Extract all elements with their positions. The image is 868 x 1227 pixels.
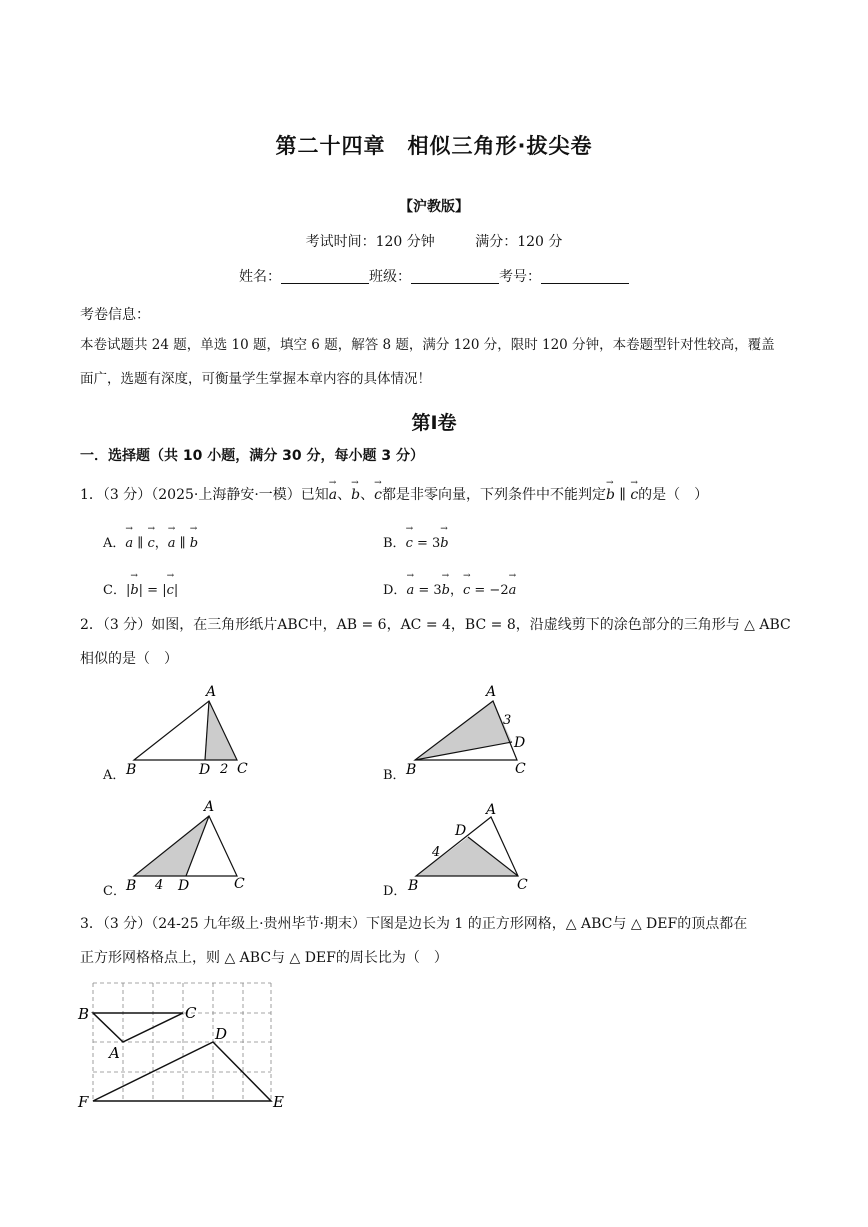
q2-option-b-label[interactable]: B． — [383, 768, 406, 783]
q1-stem-c: 的是（ ） — [638, 487, 709, 503]
full-score: 满分：120 分 — [475, 234, 563, 250]
label-c: C — [517, 877, 528, 893]
label-d: D — [455, 823, 467, 839]
q2-option-c-label[interactable]: C． — [103, 884, 126, 899]
q1-option-c[interactable]: C．|→ b| = |→ c| — [103, 579, 178, 598]
name-label: 姓名： — [239, 269, 281, 285]
section-heading: 一．选择题（共 10 小题，满分 30 分，每小题 3 分） — [80, 448, 424, 464]
label-a: A — [204, 799, 215, 815]
q2-option-a-label[interactable]: A． — [103, 768, 126, 783]
label-d: D — [215, 1025, 228, 1043]
vector-c: → c — [374, 478, 382, 512]
question-3-line-1: 3．（3 分）（24-25 九年级上·贵州毕节·期末）下图是边长为 1 的正方形网格，△ ABC与 △ DEF的顶点都在 — [80, 916, 748, 932]
label-b: B — [126, 762, 137, 778]
label-b: B — [406, 762, 417, 778]
label-b: B — [408, 878, 419, 894]
label-c: C — [185, 1004, 197, 1022]
vector-b: → b — [606, 478, 615, 512]
label-f: F — [78, 1093, 89, 1111]
q1-option-a[interactable]: A．→ a ∥ → c，→ a ∥ → b — [103, 532, 198, 551]
id-label: 考号： — [499, 269, 541, 285]
q2-figure-a — [120, 680, 270, 780]
square-grid — [93, 983, 271, 1101]
vector-b: → b — [351, 478, 360, 512]
q1-stem-b: 都是非零向量，下列条件中不能判定 — [381, 487, 606, 503]
label-4: 4 — [155, 878, 164, 893]
label-2: 2 — [220, 762, 229, 777]
triangle-abc — [93, 1013, 183, 1042]
label-d: D — [178, 878, 190, 894]
label-3: 3 — [503, 713, 512, 728]
q2-option-d-label[interactable]: D． — [383, 884, 407, 899]
volume-heading: 第Ⅰ卷 — [411, 412, 457, 434]
name-blank[interactable] — [281, 268, 369, 284]
info-label: 考卷信息： — [80, 307, 150, 323]
q1-option-d[interactable]: D．→ a = 3→ b，→ c = −2→ a — [383, 579, 516, 598]
info-line-2: 面广，选题有深度，可衡量学生掌握本章内容的具体情况！ — [80, 371, 431, 387]
q2-figure-d — [400, 796, 550, 896]
q1-stem-a: 1．（3 分）（2025·上海静安·一模）已知 — [80, 487, 329, 503]
label-c: C — [237, 761, 248, 777]
student-info-line — [0, 266, 868, 286]
label-d: D — [199, 762, 211, 778]
exam-info-line — [0, 231, 868, 251]
class-label: 班级： — [369, 269, 411, 285]
question-1-stem: 1．（3 分）（2025·上海静安·一模）已知→ a、→ b、→ c都是非零向量，下列条件中不能判定→ b ∥ → c的是（ ） — [80, 478, 708, 512]
id-blank[interactable] — [541, 268, 629, 284]
question-2-line-1: 2．（3 分）如图，在三角形纸片ABC中，AB = 6，AC = 4，BC = 8，沿虚线剪下的涂色部分的三角形与 △ ABC — [80, 617, 791, 633]
q2-figure-b — [400, 680, 550, 780]
label-a: A — [486, 802, 497, 818]
label-c: C — [515, 761, 526, 777]
label-a: A — [206, 684, 217, 700]
label-e: E — [273, 1093, 284, 1111]
question-2-line-2: 相似的是（ ） — [80, 651, 178, 667]
label-d: D — [514, 735, 526, 751]
vector-c: → c — [630, 478, 638, 512]
class-blank[interactable] — [411, 268, 499, 284]
label-a: A — [109, 1044, 120, 1062]
label-b: B — [78, 1005, 90, 1023]
q2-figure-c — [120, 796, 270, 896]
page-title: 第二十四章 相似三角形·拔尖卷 — [275, 134, 593, 158]
edition-label: 【沪教版】 — [399, 199, 469, 215]
info-line-1: 本卷试题共 24 题，单选 10 题，填空 6 题，解答 8 题，满分 120 分，限时 120 分钟，本卷题型针对性较高，覆盖 — [80, 337, 775, 353]
label-a: A — [486, 684, 497, 700]
label-b: B — [126, 878, 137, 894]
q1-option-b[interactable]: B．→ c = 3→ b — [383, 532, 449, 551]
vector-a: → a — [329, 478, 337, 512]
question-3-line-2: 正方形网格格点上，则 △ ABC与 △ DEF的周长比为（ ） — [80, 950, 448, 966]
q3-grid-figure — [74, 978, 294, 1118]
label-c: C — [234, 876, 245, 892]
label-4: 4 — [432, 845, 441, 860]
exam-time: 考试时间：120 分钟 — [305, 234, 435, 250]
